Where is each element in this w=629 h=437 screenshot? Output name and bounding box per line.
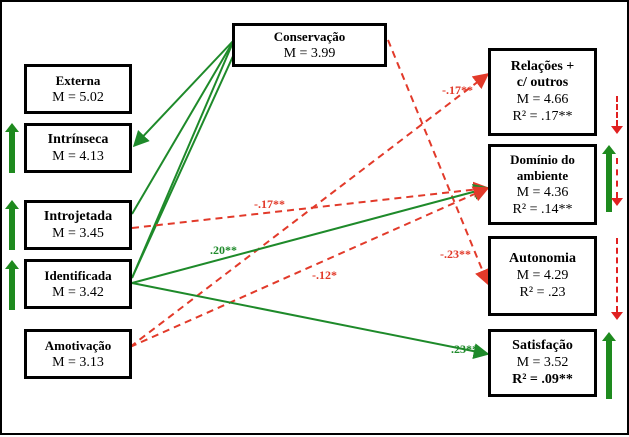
coef-conservacao-autonomia: -.23**	[440, 247, 471, 261]
path-conservacao-autonomia	[388, 40, 488, 284]
node-r2: R² = .23	[519, 285, 566, 300]
path-identificada-satisfacao	[132, 283, 488, 354]
node-mean: M = 4.66	[516, 92, 569, 107]
node-intrinseca	[24, 123, 132, 173]
path-conservacao-relacoes	[130, 74, 488, 347]
node-title: Identificada	[44, 267, 112, 283]
node-title: Introjetada	[43, 208, 113, 224]
node-title: Amotivação	[44, 337, 112, 353]
node-title: Intrínseca	[47, 131, 109, 147]
node-introjetada	[24, 200, 132, 250]
coef-identificada-dominio: .20**	[210, 243, 237, 257]
node-amotivacao	[24, 329, 132, 379]
coef-amotivacao-dominio: -.12*	[312, 268, 337, 282]
node-mean: M = 5.02	[52, 89, 104, 105]
up-arrow-icon	[6, 260, 18, 310]
node-title-line1: Domínio do	[510, 151, 575, 167]
node-title-line2: c/ outros	[516, 75, 569, 90]
node-satisfacao	[488, 329, 597, 397]
coef-conservacao-relacoes: -.17**	[442, 83, 473, 97]
node-mean: M = 3.52	[516, 355, 569, 370]
coef-identificada-satisfacao: .23**	[451, 342, 478, 356]
path-introjetada-dominio	[132, 188, 488, 228]
node-identificada	[24, 259, 132, 309]
node-externa	[24, 64, 132, 114]
node-mean: M = 3.42	[52, 284, 104, 300]
node-mean: M = 3.99	[283, 45, 336, 61]
up-arrow-icon	[6, 123, 18, 173]
down-arrow-icon	[611, 96, 623, 134]
node-dominio	[488, 144, 597, 225]
up-arrow-icon	[603, 332, 615, 399]
down-arrow-icon	[611, 158, 623, 206]
node-title-line2: ambiente	[516, 167, 569, 183]
path-amotivacao-dominio	[130, 188, 488, 347]
node-r2: R² = .17**	[512, 109, 573, 124]
node-mean: M = 3.45	[52, 225, 104, 241]
node-conservacao	[232, 23, 387, 67]
node-title: Conservação	[273, 28, 346, 44]
up-arrow-icon	[6, 200, 18, 250]
node-autonomia	[488, 236, 597, 316]
node-mean: M = 3.13	[52, 354, 104, 370]
node-r2: R² = .14**	[512, 201, 573, 217]
path-conservacao-introjetada	[132, 40, 234, 214]
node-title: Externa	[55, 72, 101, 88]
node-title: Satisfação	[512, 338, 573, 353]
path-conservacao-intrinseca	[134, 40, 234, 146]
down-arrow-icon	[611, 238, 623, 320]
node-mean: M = 4.36	[516, 184, 569, 200]
node-mean: M = 4.29	[516, 268, 569, 283]
node-r2: R² = .09**	[512, 372, 573, 387]
path-identificada-dominio	[132, 188, 488, 283]
node-title: Autonomia	[509, 251, 576, 266]
node-mean: M = 4.13	[52, 148, 104, 164]
coef-introjetada-dominio: -.17**	[254, 197, 285, 211]
node-title-line1: Relações +	[510, 59, 575, 74]
node-relacoes	[488, 48, 597, 136]
